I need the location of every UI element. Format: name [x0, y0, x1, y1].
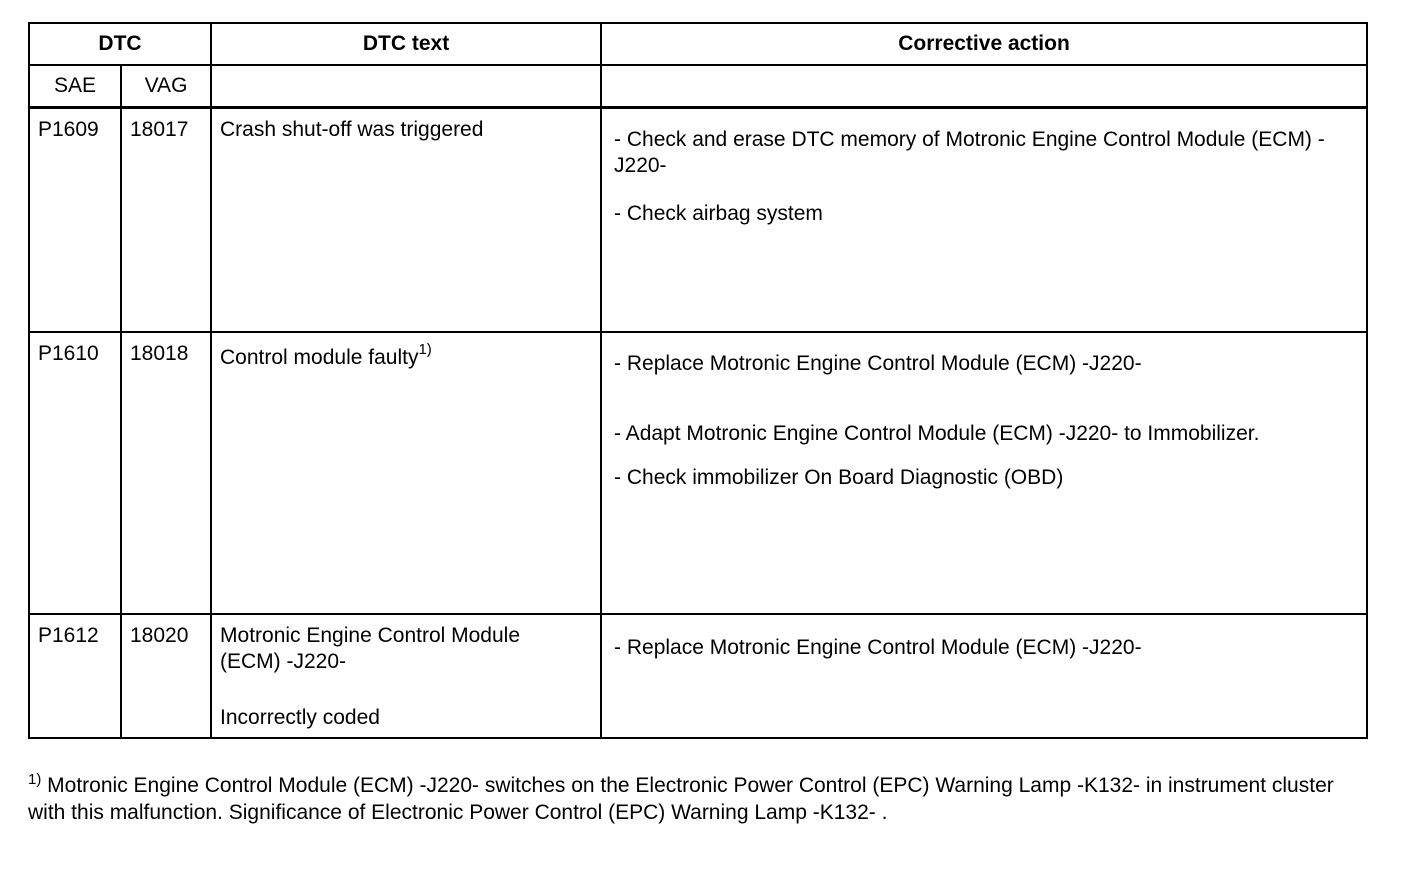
footnote-marker: 1)	[28, 771, 42, 788]
action-item: - Replace Motronic Engine Control Module (ECM) -J220-	[614, 352, 1142, 375]
vag-code-cell: 18018	[121, 332, 211, 614]
dtc-text: Incorrectly coded	[220, 706, 380, 729]
dtc-text: Motronic Engine Control Module (ECM) -J220-	[220, 624, 521, 673]
footnote	[28, 772, 1368, 826]
table-row	[29, 107, 1367, 332]
vag-code-cell: 18020	[121, 614, 211, 738]
action-item: - Check immobilizer On Board Diagnostic (OBD)	[614, 466, 1064, 489]
action-item: - Adapt Motronic Engine Control Module (ECM) -J220- to Immobilizer.	[614, 422, 1260, 445]
dtc-text-cell	[211, 332, 601, 614]
header-row	[29, 23, 1367, 65]
header-dtc: DTC	[29, 23, 211, 65]
sae-code-cell: P1609	[29, 107, 121, 332]
action-item: - Check and erase DTC memory of Motronic Engine Control Module (ECM) -J220-	[614, 127, 1325, 177]
corrective-action-cell	[601, 107, 1367, 332]
subheader-vag: VAG	[121, 65, 211, 107]
sae-code-cell: P1612	[29, 614, 121, 738]
dtc-text-cell	[211, 614, 601, 738]
vag-code-cell: 18017	[121, 107, 211, 332]
table-row	[29, 332, 1367, 614]
corrective-action-cell	[601, 332, 1367, 614]
action-item: - Check airbag system	[614, 201, 823, 225]
table-row	[29, 614, 1367, 738]
subheader-blank-action	[601, 65, 1367, 107]
footnote-text: Motronic Engine Control Module (ECM) -J220- switches on the Electronic Power Control (EPC) Warning Lamp -K132- in instrument cluster with this malfunction. Significance of Electronic Power Control (EPC) Warning Lamp -K132- .	[28, 774, 1334, 824]
subheader-row	[29, 65, 1367, 107]
corrective-action-cell	[601, 614, 1367, 738]
dtc-table	[28, 22, 1368, 739]
dtc-text: Crash shut-off was triggered	[220, 117, 484, 141]
dtc-text-cell	[211, 107, 601, 332]
header-dtc-text: DTC text	[211, 23, 601, 65]
sae-code-cell: P1610	[29, 332, 121, 614]
footnote-ref: 1)	[418, 341, 432, 358]
header-corrective-action: Corrective action	[601, 23, 1367, 65]
subheader-blank-text	[211, 65, 601, 107]
action-item: - Replace Motronic Engine Control Module (ECM) -J220-	[614, 636, 1142, 659]
subheader-sae: SAE	[29, 65, 121, 107]
dtc-text-line	[220, 341, 592, 371]
dtc-text: Control module faulty	[220, 346, 419, 369]
